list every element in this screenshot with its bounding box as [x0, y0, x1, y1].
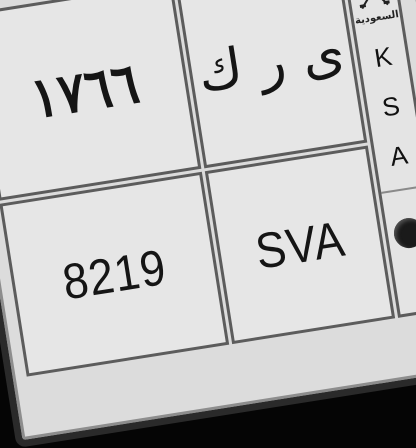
- mounting-bolt: [392, 216, 416, 250]
- latin-letter-panel: [205, 145, 395, 344]
- arabic-letter-text: ى ر ك: [193, 18, 349, 105]
- arabic-number-text: ١٧٦٦: [26, 49, 144, 133]
- arabic-letter-panel: [175, 0, 368, 168]
- country-code-letter: K: [372, 40, 395, 74]
- latin-number-text: 8219: [58, 238, 170, 310]
- arabic-number-panel: [0, 0, 201, 201]
- country-name-arabic: السعودية: [354, 9, 400, 27]
- latin-number-panel: [0, 172, 229, 377]
- country-code-letter: S: [380, 90, 402, 123]
- latin-letter-text: SVA: [251, 210, 349, 280]
- country-code-letter: A: [387, 139, 410, 172]
- strip-divider: [381, 185, 416, 194]
